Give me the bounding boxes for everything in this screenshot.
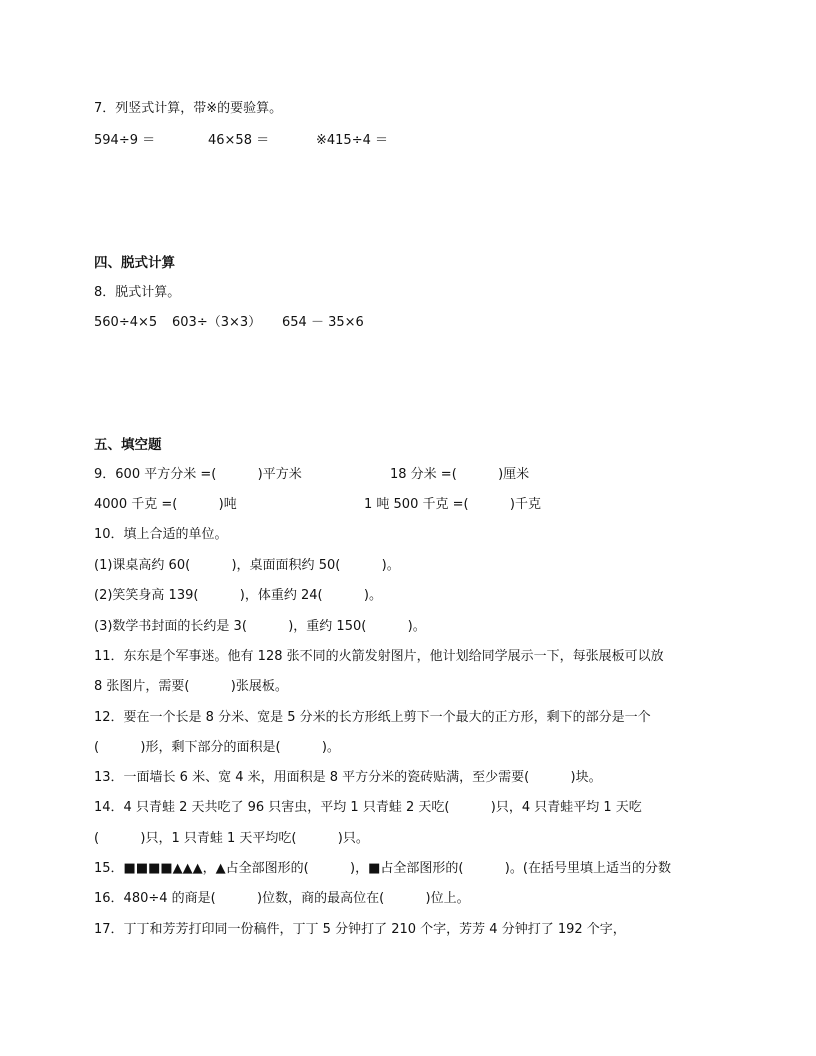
q8-title: 8．脱式计算。 — [94, 285, 181, 300]
q8-expr-1: 560÷4×5 — [94, 315, 158, 330]
q14-line-2: ( )只，1 只青蛙 1 天平均吃( )只。 — [94, 831, 369, 846]
q9-line1-a: 9．600 平方分米 =( )平方米 — [94, 467, 302, 482]
q12-line-2: ( )形，剩下部分的面积是( )。 — [94, 740, 340, 755]
q17-line-1: 17．丁丁和芳芳打印同一份稿件，丁丁 5 分钟打了 210 个字，芳芳 4 分钟打了 192 个字， — [94, 922, 626, 937]
q9-line1-b: 18 分米 =( )厘米 — [390, 467, 530, 482]
q11-line-2: 8 张图片，需要( )张展板。 — [94, 679, 288, 694]
q8-expr-2: 603÷（3×3） — [172, 315, 262, 330]
section-5-heading: 五、填空题 — [94, 437, 162, 453]
q11-line-1: 11．东东是个军事迷。他有 128 张不同的火箭发射图片，他计划给同学展示一下，每张展板可以放 — [94, 649, 664, 664]
q7-title: 7．列竖式计算，带※的要验算。 — [94, 101, 283, 116]
q13-line-1: 13．一面墙长 6 米、宽 4 米，用面积是 8 平方分米的瓷砖贴满，至少需要( )块。 — [94, 770, 602, 785]
q14-line-1: 14．4 只青蛙 2 天共吃了 96 只害虫，平均 1 只青蛙 2 天吃( )只，4 只青蛙平均 1 天吃 — [94, 800, 642, 815]
q8-expr-3: 654 － 35×6 — [282, 315, 364, 330]
q10-item-1: (1)课桌高约 60( )，桌面面积约 50( )。 — [94, 558, 400, 573]
q7-expr-2: 46×58 ＝ — [208, 133, 270, 148]
q10-item-2: (2)笑笑身高 139( )，体重约 24( )。 — [94, 588, 382, 603]
q7-expr-1: 594÷9 ＝ — [94, 133, 156, 148]
q9-line2-a: 4000 千克 =( )吨 — [94, 497, 237, 512]
section-4-heading: 四、脱式计算 — [94, 255, 175, 271]
q16-line-1: 16．480÷4 的商是( )位数，商的最高位在( )位上。 — [94, 891, 470, 906]
q9-line2-b: 1 吨 500 千克 =( )千克 — [364, 497, 541, 512]
q12-line-1: 12．要在一个长是 8 分米、宽是 5 分米的长方形纸上剪下一个最大的正方形，剩下的部分是一个 — [94, 710, 651, 725]
q10-item-3: (3)数学书封面的长约是 3( )，重约 150( )。 — [94, 619, 426, 634]
q10-title: 10．填上合适的单位。 — [94, 527, 228, 542]
q7-expr-3: ※415÷4 ＝ — [316, 133, 389, 148]
q15-line-1: 15．■■■■▲▲▲，▲占全部图形的( )，■占全部图形的( )。(在括号里填上适当的分数 — [94, 861, 671, 876]
